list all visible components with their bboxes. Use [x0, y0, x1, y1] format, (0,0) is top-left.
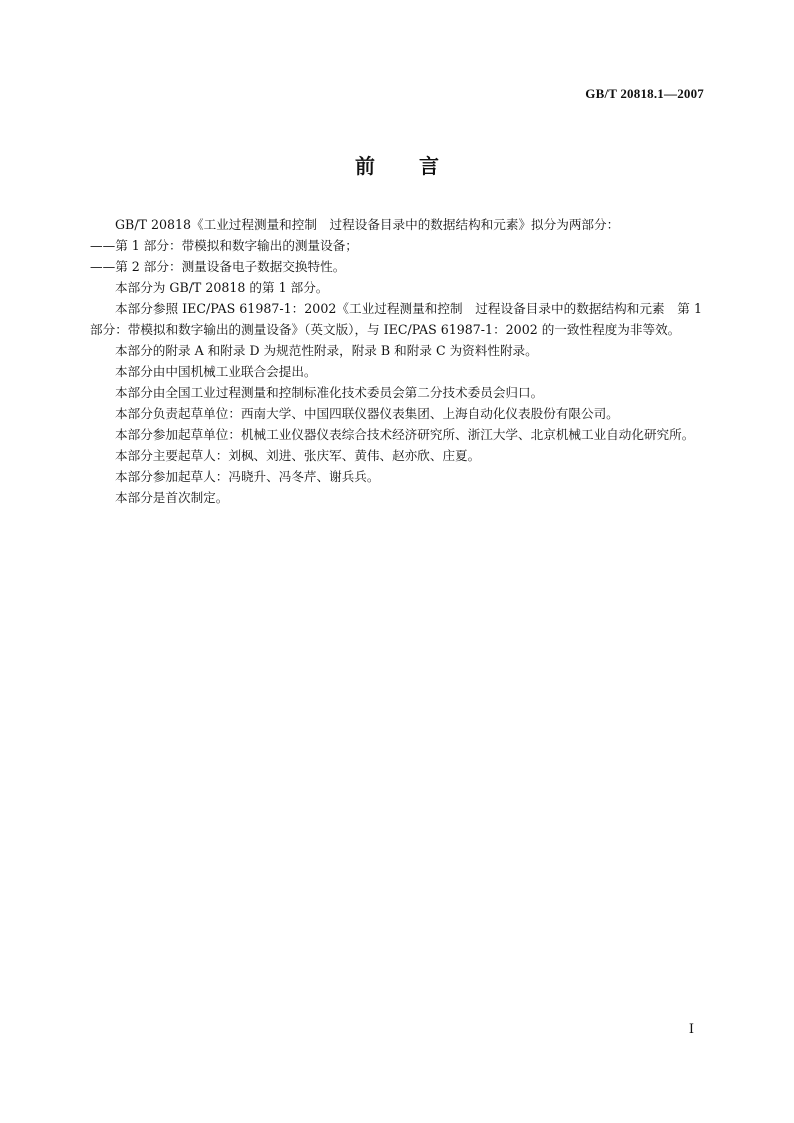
paragraph-centralized-by: 本部分由全国工业过程测量和控制标准化技术委员会第二分技术委员会归口。 [115, 385, 544, 400]
preface-body [90, 214, 702, 508]
page-title: 前言 [355, 154, 483, 178]
paragraph-participating-units: 本部分参加起草单位：机械工业仪器仪表综合技术经济研究所、浙江大学、北京机械工业自动化研究所。 [115, 427, 695, 442]
paragraph-proposed-by: 本部分由中国机械工业联合会提出。 [115, 364, 317, 379]
paragraph-participating-drafters: 本部分参加起草人：冯晓升、冯冬芹、谢兵兵。 [115, 469, 380, 484]
paragraph-first-edition: 本部分是首次制定。 [115, 490, 229, 505]
paragraph-part-statement: 本部分为 GB/T 20818 的第 1 部分。 [115, 280, 329, 295]
list-item-part-2: ——第 2 部分：测量设备电子数据交换特性。 [90, 259, 346, 274]
paragraph-reference: 本部分参照 IEC/PAS 61987-1：2002《工业过程测量和控制 过程设备目录中的数据结构和元素 第 1 部分：带模拟和数字输出的测量设备》（英文版），与 IEC/PAS 61987-1：2002 的一致性程度为非等效。 [90, 301, 702, 337]
paragraph-annexes: 本部分的附录 A 和附录 D 为规范性附录，附录 B 和附录 C 为资料性附录。 [115, 343, 538, 358]
list-item-part-1: ——第 1 部分：带模拟和数字输出的测量设备； [90, 238, 358, 253]
paragraph-main-drafters: 本部分主要起草人：刘枫、刘进、张庆军、黄伟、赵亦欣、庄夏。 [115, 448, 481, 463]
paragraph-drafting-units: 本部分负责起草单位：西南大学、中国四联仪器仪表集团、上海自动化仪表股份有限公司。 [115, 406, 619, 421]
standard-code: GB/T 20818.1—2007 [585, 86, 704, 101]
page-number: Ⅰ [688, 1021, 694, 1036]
paragraph-parts-intro: GB/T 20818《工业过程测量和控制 过程设备目录中的数据结构和元素》拟分为两部分： [115, 217, 620, 232]
